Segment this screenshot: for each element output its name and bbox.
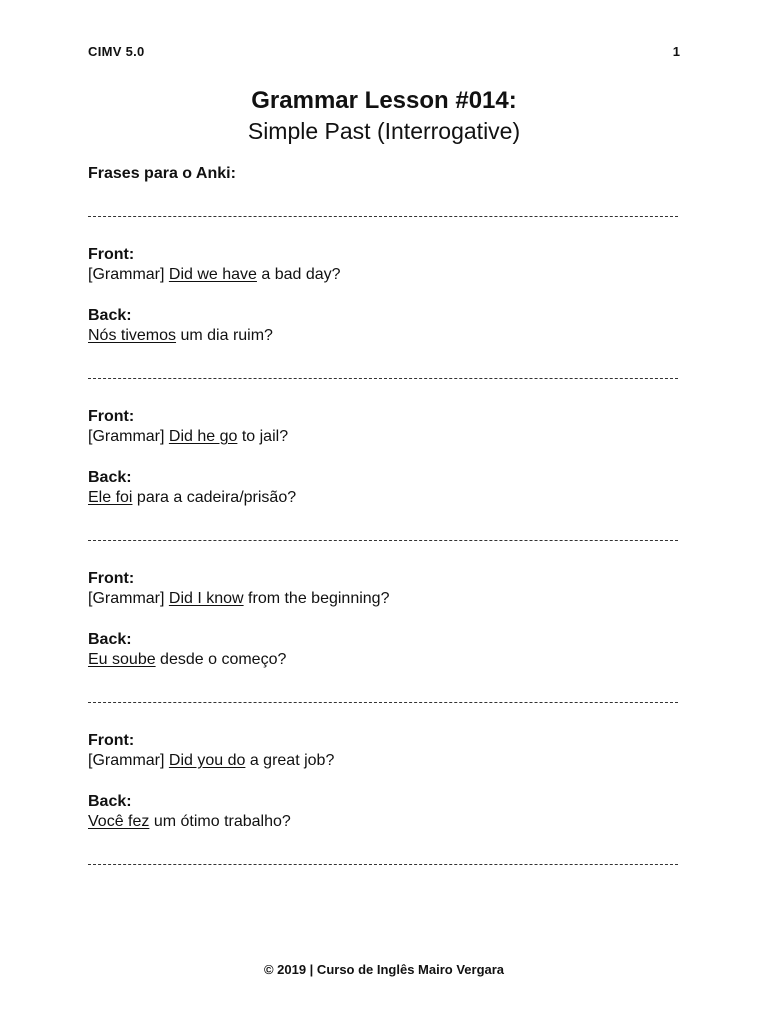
back-sentence xyxy=(88,812,680,833)
front-label: Front: xyxy=(88,245,135,263)
front-rest: a bad day? xyxy=(256,266,341,283)
flashcard xyxy=(88,245,680,347)
back-rest: um ótimo trabalho? xyxy=(149,813,291,830)
back-rest: para a cadeira/prisão? xyxy=(132,489,297,506)
back-label: Back: xyxy=(88,630,132,648)
front-sentence xyxy=(88,589,680,610)
back-sentence xyxy=(88,326,680,347)
back-underlined-phrase: Você fez xyxy=(88,813,150,830)
flashcard xyxy=(88,731,680,833)
front-sentence xyxy=(88,427,680,448)
flashcard xyxy=(88,569,680,671)
lesson-title: Grammar Lesson #014: xyxy=(251,87,517,114)
front-prefix: [Grammar] xyxy=(88,590,169,607)
back-underlined-phrase: Nós tivemos xyxy=(88,327,177,344)
back-underlined-phrase: Eu soube xyxy=(88,651,156,668)
front-label: Front: xyxy=(88,569,135,587)
back-rest: um dia ruim? xyxy=(176,327,273,344)
copyright-footer: © 2019 | Curso de Inglês Mairo Vergara xyxy=(263,962,505,977)
page-number: 1 xyxy=(672,44,680,59)
front-prefix: [Grammar] xyxy=(88,428,169,445)
back-label: Back: xyxy=(88,306,132,324)
front-prefix: [Grammar] xyxy=(88,752,169,769)
front-sentence xyxy=(88,265,680,286)
back-label: Back: xyxy=(88,468,132,486)
front-rest: from the beginning? xyxy=(243,590,390,607)
front-underlined-phrase: Did we have xyxy=(168,266,257,283)
dashed-divider xyxy=(88,853,678,873)
header-course-code: CIMV 5.0 xyxy=(88,44,145,59)
back-sentence xyxy=(88,488,680,509)
front-prefix: [Grammar] xyxy=(88,266,169,283)
dashed-divider xyxy=(88,691,678,711)
dashed-divider xyxy=(88,367,678,387)
front-underlined-phrase: Did I know xyxy=(168,590,244,607)
front-sentence xyxy=(88,751,680,772)
front-label: Front: xyxy=(88,407,135,425)
front-rest: to jail? xyxy=(237,428,289,445)
front-underlined-phrase: Did he go xyxy=(168,428,238,445)
title-block xyxy=(0,86,768,146)
lesson-subtitle: Simple Past (Interrogative) xyxy=(247,118,521,144)
anki-intro-heading: Frases para o Anki: xyxy=(88,165,236,182)
flashcard xyxy=(88,407,680,509)
front-label: Front: xyxy=(88,731,135,749)
front-underlined-phrase: Did you do xyxy=(168,752,246,769)
back-underlined-phrase: Ele foi xyxy=(88,489,133,506)
front-rest: a great job? xyxy=(245,752,335,769)
back-rest: desde o começo? xyxy=(155,651,287,668)
back-sentence xyxy=(88,650,680,671)
dashed-divider xyxy=(88,529,678,549)
lesson-content xyxy=(88,164,680,873)
back-label: Back: xyxy=(88,792,132,810)
dashed-divider xyxy=(88,205,678,225)
